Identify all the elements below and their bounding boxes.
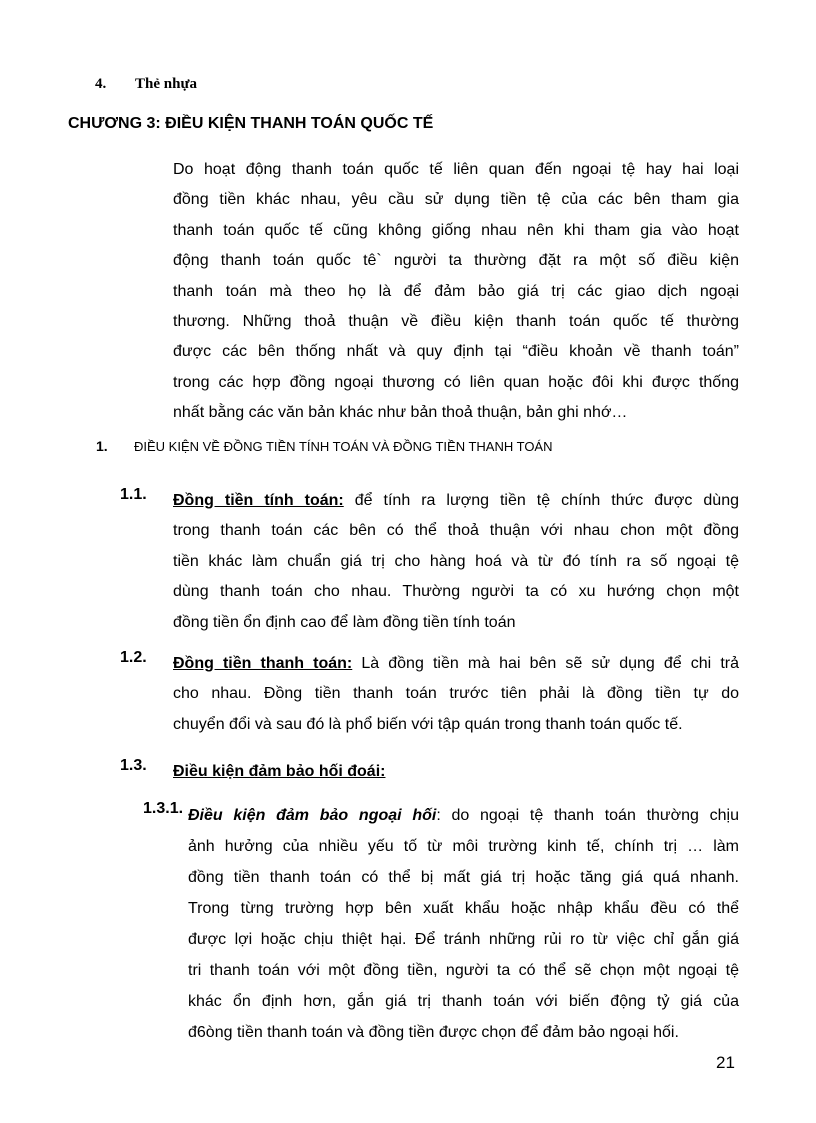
subsection-1-1-number: 1.1. — [120, 486, 147, 503]
text-line: dùng thanh toán cho nhau. Thường người ta có xu hướng chọn một — [173, 583, 739, 601]
text-line: thương. Những thoả thuận về điều kiện thanh toán quốc tế thường — [173, 312, 739, 330]
item-4-number: 4. — [95, 76, 107, 92]
section-1-heading — [96, 438, 553, 454]
text-line: động thanh toán quốc tê` người ta thường đặt ra một số điều kiện — [173, 252, 739, 270]
text-line: trong các hợp đồng ngoại thương có liên quan hoặc đôi khi được thống — [173, 373, 739, 391]
chapter-title: CHƯƠNG 3: ĐIỀU KIỆN THANH TOÁN QUỐC TẾ — [68, 115, 434, 132]
text-line — [173, 486, 739, 516]
text-line: thanh toán quốc tế cũng không giống nhau nên khi tham gia vào hoạt — [173, 221, 739, 239]
subsection-1-3-1-body — [188, 800, 739, 1048]
text-line: tiền khác làm chuẩn giá trị cho hàng hoá và từ đó tính ra số ngoại tệ — [173, 552, 739, 570]
text-span: Là đồng tiền mà hai bên sẽ sử dụng để chi trả — [352, 655, 739, 672]
section-1-number: 1. — [96, 438, 108, 454]
text-line: được lợi hoặc chịu thiệt hại. Để tránh những rủi ro từ việc chỉ gắn giá — [188, 931, 739, 948]
text-line — [188, 800, 739, 831]
subsection-1-3-heading: Điều kiện đảm bảo hối đoái: — [173, 763, 386, 780]
text-line — [173, 757, 739, 787]
text-line: nhất bằng các văn bản khác như bản thoả thuận, bản ghi nhớ… — [173, 404, 628, 422]
page-number: 21 — [716, 1053, 735, 1072]
text-line: khác ổn định hơn, gắn giá trị thanh toán với biến động tỷ giá của — [188, 993, 739, 1010]
item-4-title: Thẻ nhựa — [135, 76, 197, 92]
text-span: : do ngoại tệ thanh toán thường chịu — [436, 807, 739, 824]
subsection-1-3-body — [173, 757, 739, 787]
text-line: ảnh hưởng của nhiều yếu tố từ môi trường kinh tế, chính trị … làm — [188, 838, 739, 855]
section-1-title: ĐIỀU KIỆN VỀ ĐỒNG TIỀN TÍNH TOÁN VÀ ĐỒNG TIỀN THANH TOÁN — [134, 439, 553, 454]
text-line: Trong từng trường hợp bên xuất khẩu hoặc nhập khẩu đều có thể — [188, 900, 739, 917]
text-line: được các bên thống nhất và quy định tại “điều khoản về thanh toán” — [173, 343, 739, 361]
text-span: để tính ra lượng tiền tệ chính thức được dùng — [343, 492, 740, 509]
text-line: đồng tiền ổn định cao để làm đồng tiền tính toán — [173, 613, 516, 631]
subsection-1-3-1-heading: Điều kiện đảm bảo ngoại hối — [188, 807, 437, 824]
subsection-1-2-body — [173, 649, 739, 740]
text-line: cho nhau. Đồng tiền thanh toán trước tiên phải là đồng tiền tự do — [173, 685, 739, 703]
subsection-1-2-number: 1.2. — [120, 649, 147, 666]
text-line: đ6òng tiền thanh toán và đồng tiền được chọn để đảm bảo ngoại hối. — [188, 1024, 679, 1041]
intro-paragraph — [173, 155, 739, 429]
subsection-1-2-heading: Đồng tiền thanh toán: — [173, 655, 353, 672]
text-line: Do hoạt động thanh toán quốc tế liên quan đến ngoại tệ hay hai loại — [173, 161, 739, 178]
item-4-heading — [95, 76, 197, 93]
text-line — [173, 649, 739, 679]
text-line: tri thanh toán với một đồng tiền, người ta có thể sẽ chọn một ngoại tệ — [188, 962, 739, 979]
subsection-1-3-number: 1.3. — [120, 757, 147, 774]
text-line: chuyển đổi và sau đó là phổ biến với tập quán trong thanh toán quốc tế. — [173, 715, 683, 733]
subsection-1-3-1-number: 1.3.1. — [143, 800, 184, 817]
subsection-1-1-body — [173, 486, 739, 638]
text-line: trong thanh toán các bên có thể thoả thuận với nhau chon một đồng — [173, 522, 739, 540]
text-line: đồng tiền thanh toán có thể bị mất giá trị hoặc tăng giá quá nhanh. — [188, 869, 739, 886]
subsection-1-1-heading: Đồng tiền tính toán: — [173, 492, 344, 509]
text-line: đồng tiền khác nhau, yêu cầu sử dụng tiền tệ của các bên tham gia — [173, 191, 739, 209]
text-line: thanh toán mà theo họ là để đảm bảo giá trị các giao dịch ngoại — [173, 282, 739, 300]
